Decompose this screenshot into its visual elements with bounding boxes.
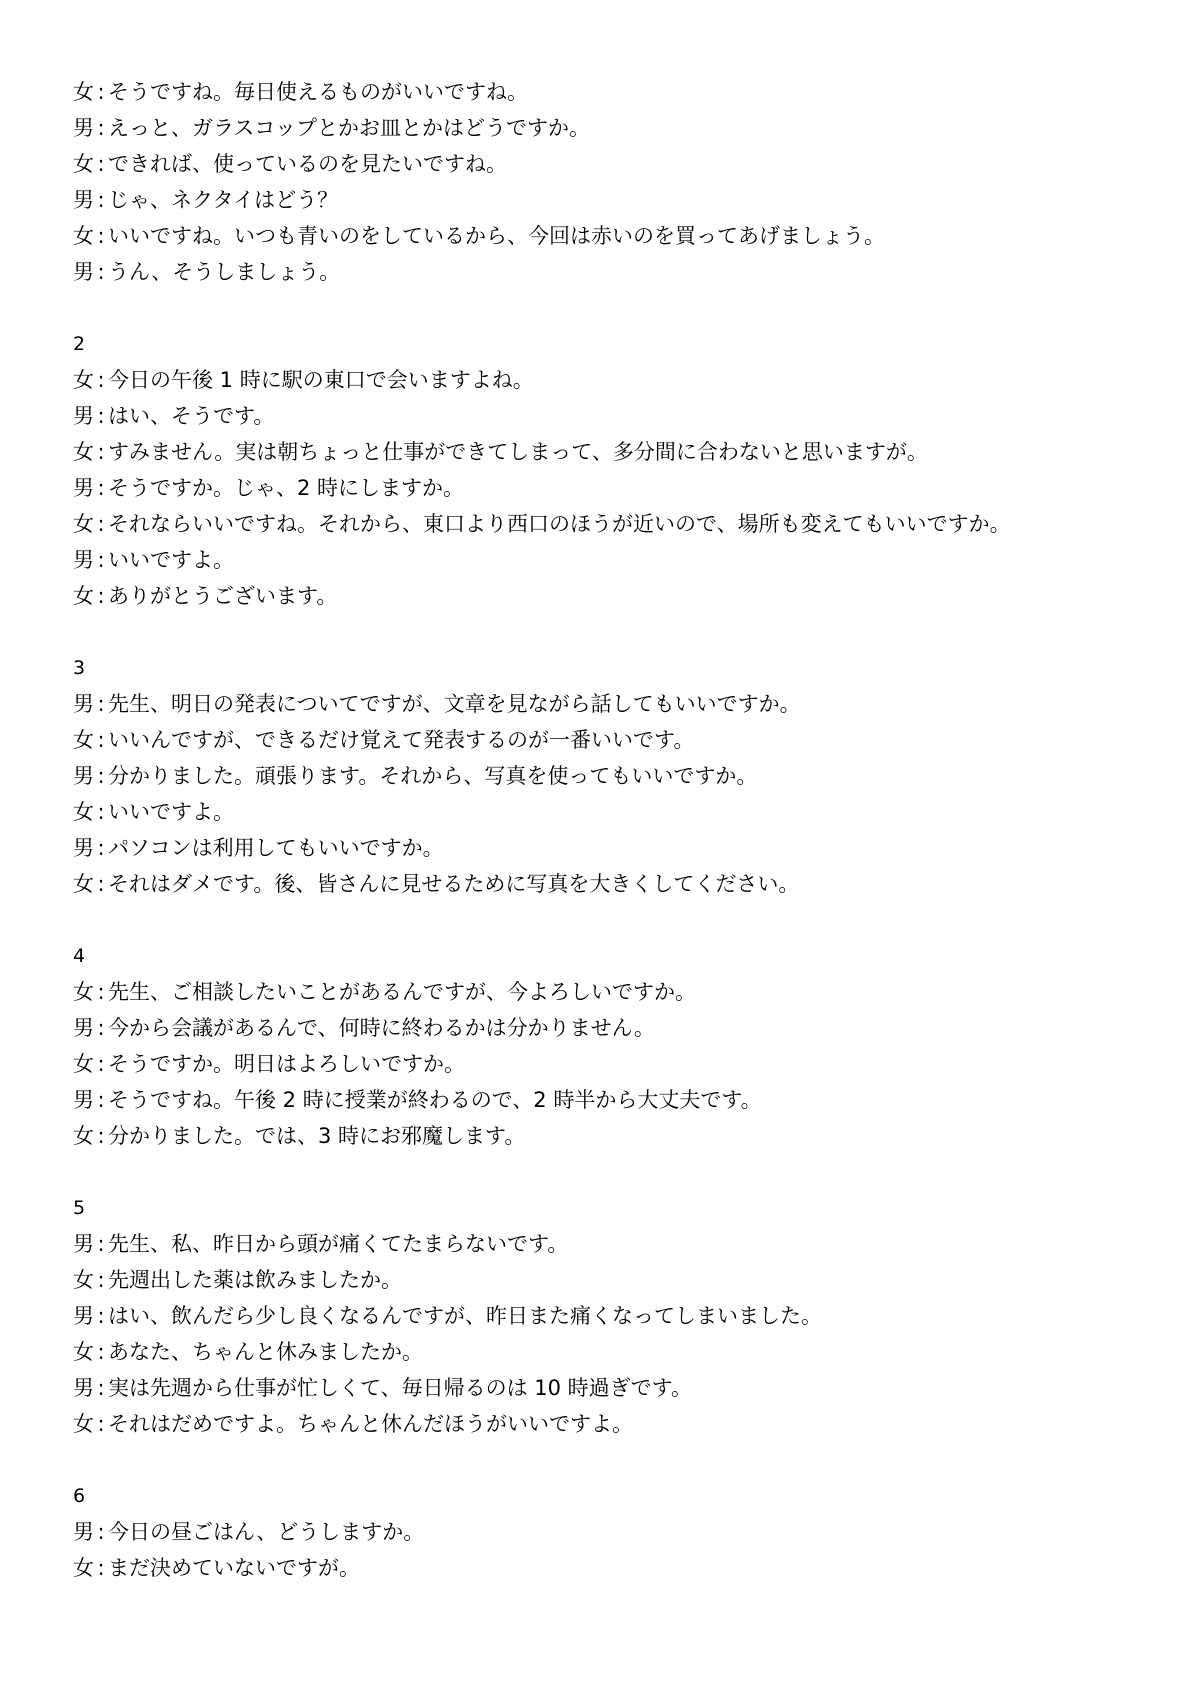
line-text: 今日の昼ごはん、どうしますか。 [108, 1520, 425, 1544]
speaker-label: 女 [73, 584, 94, 608]
dialogue-line [73, 866, 1173, 902]
separator: : [97, 1088, 105, 1112]
speaker-label: 女 [73, 1052, 94, 1076]
separator: : [97, 1124, 105, 1148]
dialogue-line [73, 1118, 1173, 1154]
dialogue-line [73, 974, 1173, 1010]
separator: : [97, 224, 105, 248]
speaker-label: 男 [73, 260, 94, 284]
speaker-label: 男 [73, 188, 94, 212]
speaker-label: 女 [73, 224, 94, 248]
separator: : [97, 1376, 105, 1400]
speaker-label: 女 [73, 728, 94, 752]
separator: : [97, 368, 105, 392]
speaker-label: 女 [73, 980, 94, 1004]
dialogue-line [73, 362, 1173, 398]
line-text: いいんですが、できるだけ覚えて発表するのが一番いいです。 [108, 728, 695, 752]
dialogue-line [73, 830, 1173, 866]
line-text: まだ決めていないですが。 [108, 1556, 360, 1580]
separator: : [97, 1520, 105, 1544]
separator: : [97, 260, 105, 284]
dialogue-line [73, 794, 1173, 830]
dialogue-line [73, 542, 1173, 578]
line-text: はい、そうです。 [108, 404, 275, 428]
line-text: えっと、ガラスコップとかお皿とかはどうですか。 [108, 116, 590, 140]
speaker-label: 男 [73, 1088, 94, 1112]
dialogue-line [73, 398, 1173, 434]
dialogue-line [73, 218, 1173, 254]
speaker-label: 男 [73, 1232, 94, 1256]
dialogue-line [73, 470, 1173, 506]
separator: : [97, 872, 105, 896]
dialogue-line [73, 1082, 1173, 1118]
speaker-label: 女 [73, 1556, 94, 1580]
separator: : [97, 80, 105, 104]
dialogue-line [73, 110, 1173, 146]
line-text: 分かりました。頑張ります。それから、写真を使ってもいいですか。 [108, 764, 758, 788]
dialogue-line [73, 578, 1173, 614]
separator: : [97, 404, 105, 428]
dialogue-line [73, 1334, 1173, 1370]
speaker-label: 男 [73, 836, 94, 860]
line-text: いいですね。いつも青いのをしているから、今回は赤いのを買ってあげましょう。 [108, 224, 885, 248]
line-text: そうですね。午後 2 時に授業が終わるので、2 時半から大丈夫です。 [108, 1088, 762, 1112]
dialogue-line [73, 182, 1173, 218]
speaker-label: 女 [73, 1412, 94, 1436]
separator: : [97, 1016, 105, 1040]
dialogue-line [73, 1046, 1173, 1082]
line-text: じゃ、ネクタイはどう？ [108, 188, 339, 212]
speaker-label: 男 [73, 116, 94, 140]
dialogue-line [73, 434, 1173, 470]
dialogue-block [73, 74, 1173, 290]
dialogue-line [73, 722, 1173, 758]
dialogue-line [73, 506, 1173, 542]
line-text: それはダメです。後、皆さんに見せるために写真を大きくしてください。 [108, 872, 800, 896]
separator: : [97, 800, 105, 824]
line-text: 今から会議があるんで、何時に終わるかは分かりません。 [108, 1016, 655, 1040]
dialogue-block [73, 1478, 1173, 1586]
dialogue-line [73, 1406, 1173, 1442]
speaker-label: 男 [73, 1520, 94, 1544]
dialogue-block [73, 326, 1173, 614]
dialogue-line [73, 1514, 1173, 1550]
speaker-label: 男 [73, 1016, 94, 1040]
separator: : [97, 764, 105, 788]
line-text: うん、そうしましょう。 [108, 260, 341, 284]
separator: : [97, 980, 105, 1004]
line-text: 先生、私、昨日から頭が痛くてたまらないです。 [108, 1232, 569, 1256]
dialogue-line [73, 1550, 1173, 1586]
speaker-label: 女 [73, 440, 94, 464]
line-text: そうですか。明日はよろしいですか。 [108, 1052, 465, 1076]
separator: : [97, 1340, 105, 1364]
line-text: それならいいですね。それから、東口より西口のほうが近いので、場所も変えてもいいですか。 [108, 512, 1011, 536]
dialogue-number: 2 [73, 333, 86, 355]
speaker-label: 男 [73, 548, 94, 572]
separator: : [97, 1052, 105, 1076]
speaker-label: 女 [73, 872, 94, 896]
dialogue-number: 5 [73, 1197, 86, 1219]
dialogue-line [73, 1370, 1173, 1406]
separator: : [97, 728, 105, 752]
dialogue-line [73, 74, 1173, 110]
line-text: 先生、ご相談したいことがあるんですが、今よろしいですか。 [108, 980, 696, 1004]
separator: : [97, 584, 105, 608]
dialogue-number: 4 [73, 945, 86, 967]
speaker-label: 男 [73, 692, 94, 716]
dialogue-line [73, 1226, 1173, 1262]
speaker-label: 女 [73, 512, 94, 536]
separator: : [97, 1304, 105, 1328]
line-text: ありがとうございます。 [108, 584, 338, 608]
line-text: できれば、使っているのを見たいですね。 [108, 152, 507, 176]
line-text: はい、飲んだら少し良くなるんですが、昨日また痛くなってしまいました。 [108, 1304, 822, 1328]
separator: : [97, 152, 105, 176]
separator: : [97, 1556, 105, 1580]
separator: : [97, 836, 105, 860]
speaker-label: 男 [73, 1304, 94, 1328]
dialogue-number: 6 [73, 1485, 86, 1507]
speaker-label: 女 [73, 800, 94, 824]
separator: : [97, 440, 105, 464]
separator: : [97, 512, 105, 536]
speaker-label: 女 [73, 152, 94, 176]
dialogue-block [73, 1190, 1173, 1442]
dialogue-line [73, 1298, 1173, 1334]
speaker-label: 女 [73, 1124, 94, 1148]
dialogue-line [73, 146, 1173, 182]
separator: : [97, 548, 105, 572]
line-text: いいですよ。 [108, 548, 234, 572]
line-text: 先週出した薬は飲みましたか。 [108, 1268, 402, 1292]
line-text: 分かりました。では、3 時にお邪魔します。 [108, 1124, 526, 1148]
dialogue-line [73, 686, 1173, 722]
speaker-label: 女 [73, 368, 94, 392]
separator: : [97, 692, 105, 716]
dialogue-number: 3 [73, 657, 86, 679]
dialogue-block [73, 650, 1173, 902]
document-page [73, 74, 1173, 1586]
separator: : [97, 116, 105, 140]
speaker-label: 男 [73, 476, 94, 500]
dialogue-line [73, 254, 1173, 290]
separator: : [97, 1412, 105, 1436]
line-text: 今日の午後 1 時に駅の東口で会いますよね。 [108, 368, 534, 392]
line-text: あなた、ちゃんと休みましたか。 [108, 1340, 423, 1364]
speaker-label: 女 [73, 80, 94, 104]
line-text: それはだめですよ。ちゃんと休んだほうがいいですよ。 [108, 1412, 633, 1436]
line-text: そうですね。毎日使えるものがいいですね。 [108, 80, 528, 104]
dialogue-line [73, 758, 1173, 794]
speaker-label: 女 [73, 1340, 94, 1364]
line-text: パソコンは利用してもいいですか。 [108, 836, 444, 860]
line-text: 先生、明日の発表についてですが、文章を見ながら話してもいいですか。 [108, 692, 801, 716]
speaker-label: 男 [73, 1376, 94, 1400]
line-text: 実は先週から仕事が忙しくて、毎日帰るのは 10 時過ぎです。 [108, 1376, 692, 1400]
speaker-label: 女 [73, 1268, 94, 1292]
dialogue-block [73, 938, 1173, 1154]
separator: : [97, 476, 105, 500]
speaker-label: 男 [73, 764, 94, 788]
separator: : [97, 188, 105, 212]
dialogue-line [73, 1010, 1173, 1046]
speaker-label: 男 [73, 404, 94, 428]
line-text: すみません。実は朝ちょっと仕事ができてしまって、多分間に合わないと思いますが。 [108, 440, 928, 464]
dialogue-line [73, 1262, 1173, 1298]
separator: : [97, 1232, 105, 1256]
line-text: いいですよ。 [108, 800, 234, 824]
line-text: そうですか。じゃ、2 時にしますか。 [108, 476, 465, 500]
separator: : [97, 1268, 105, 1292]
